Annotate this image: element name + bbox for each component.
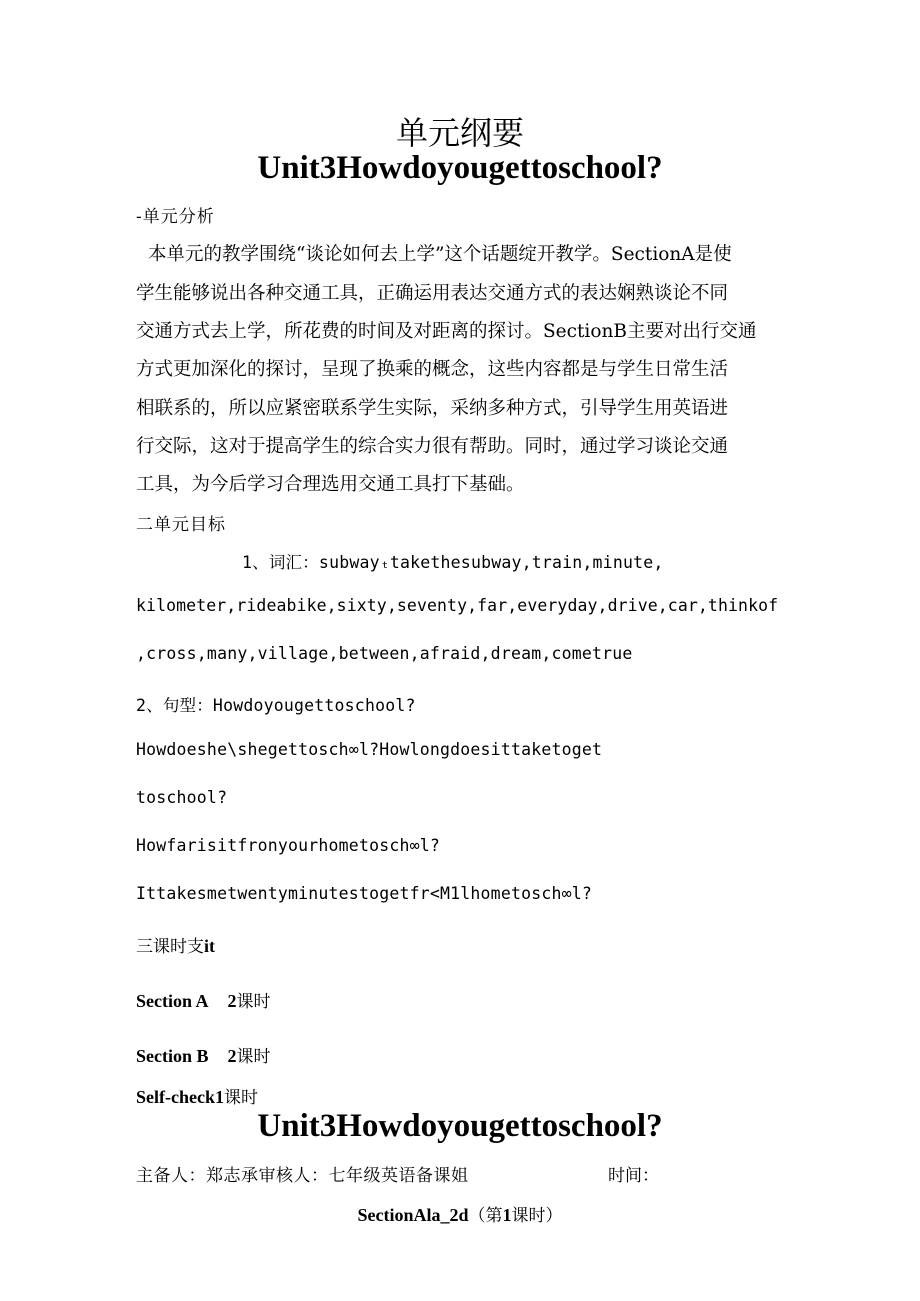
paragraph-line-6: 行交际，这对于提高学生的综合实力很有帮助。同时，通过学习谈论交通: [136, 436, 729, 457]
schedule-row-unit: 课时: [223, 1088, 258, 1108]
vocab-line-2: kilometer,rideabike,sixty,seventy,far,everyday,drive,car,thinkof: [136, 596, 779, 615]
schedule-row-unit: 课时: [236, 1047, 271, 1067]
paragraph-line-1: 本单元的教学围绕“谈论如何去上学”这个话题绽开教学。SectionA是使: [148, 244, 732, 265]
lesson-section-close: 课时）: [511, 1206, 563, 1226]
pattern-line-3: toschool?: [136, 788, 228, 807]
pattern-line-1: 2、句型：Howdoyougettoschool?: [136, 696, 416, 715]
pattern-line-2: Howdoeshe\shegettosch∞l?Howlongdoesittaketoget: [136, 740, 603, 759]
schedule-row-label: Section A: [136, 991, 209, 1011]
time-label: 时间：: [608, 1166, 659, 1186]
schedule-heading-en: it: [204, 936, 215, 956]
page-title-english: Unit3Howdoyougettoschool?: [257, 150, 663, 186]
lesson-section-open: （第: [468, 1206, 503, 1226]
preparer-line: 主备人：郑志承审核人：七年级英语备课姐: [136, 1166, 469, 1186]
schedule-row-section-a: [136, 987, 271, 1012]
lesson-section-title: [0, 1201, 920, 1226]
pattern-line-4: Howfarisitfronyourhometosch∞l?: [136, 836, 441, 855]
schedule-row-label: Self-check1: [136, 1087, 224, 1107]
pattern-line-5: Ittakesmetwentyminutestogetfr<M1lhometosch∞l?: [136, 884, 593, 903]
section-heading-analysis: -单元分析: [136, 207, 215, 227]
vocab-line-1: 1、词汇：subwayₜtakethesubway,train,minute,: [242, 553, 664, 572]
paragraph-line-3: 交通方式去上学，所花费的时间及对距离的探讨。SectionB主要对出行交通: [136, 321, 757, 342]
lesson-section-en: SectionAla_2d: [357, 1205, 469, 1225]
vocab-line-3: ,cross,many,village,between,afraid,dream,cometrue: [136, 644, 633, 663]
section-heading-schedule: [136, 932, 215, 957]
schedule-row-label: Section B: [136, 1046, 209, 1066]
paragraph-line-5: 相联系的，所以应紧密联系学生实际，采纳多种方式，引导学生用英语进: [136, 398, 729, 419]
schedule-row-section-b: [136, 1042, 271, 1067]
section-heading-goals: 二单元目标: [136, 515, 226, 535]
schedule-heading-cn: 三课时支: [136, 937, 204, 957]
schedule-row-count: 2: [227, 991, 237, 1011]
lesson-title: Unit3Howdoyougettoschool?: [257, 1108, 663, 1144]
paragraph-line-4: 方式更加深化的探讨，呈现了换乘的概念，这些内容都是与学生日常生活: [136, 359, 729, 380]
schedule-row-self-check: [136, 1083, 258, 1108]
page-title-chinese: 单元纲要: [395, 114, 524, 152]
schedule-row-unit: 课时: [236, 992, 271, 1012]
paragraph-line-7: 工具，为今后学习合理选用交通工具打下基础。: [136, 474, 525, 495]
schedule-row-count: 2: [227, 1046, 237, 1066]
paragraph-line-2: 学生能够说出各种交通工具，正确运用表达交通方式的表达娴熟谈论不同: [136, 283, 729, 304]
lesson-section-num: 1: [502, 1205, 512, 1225]
